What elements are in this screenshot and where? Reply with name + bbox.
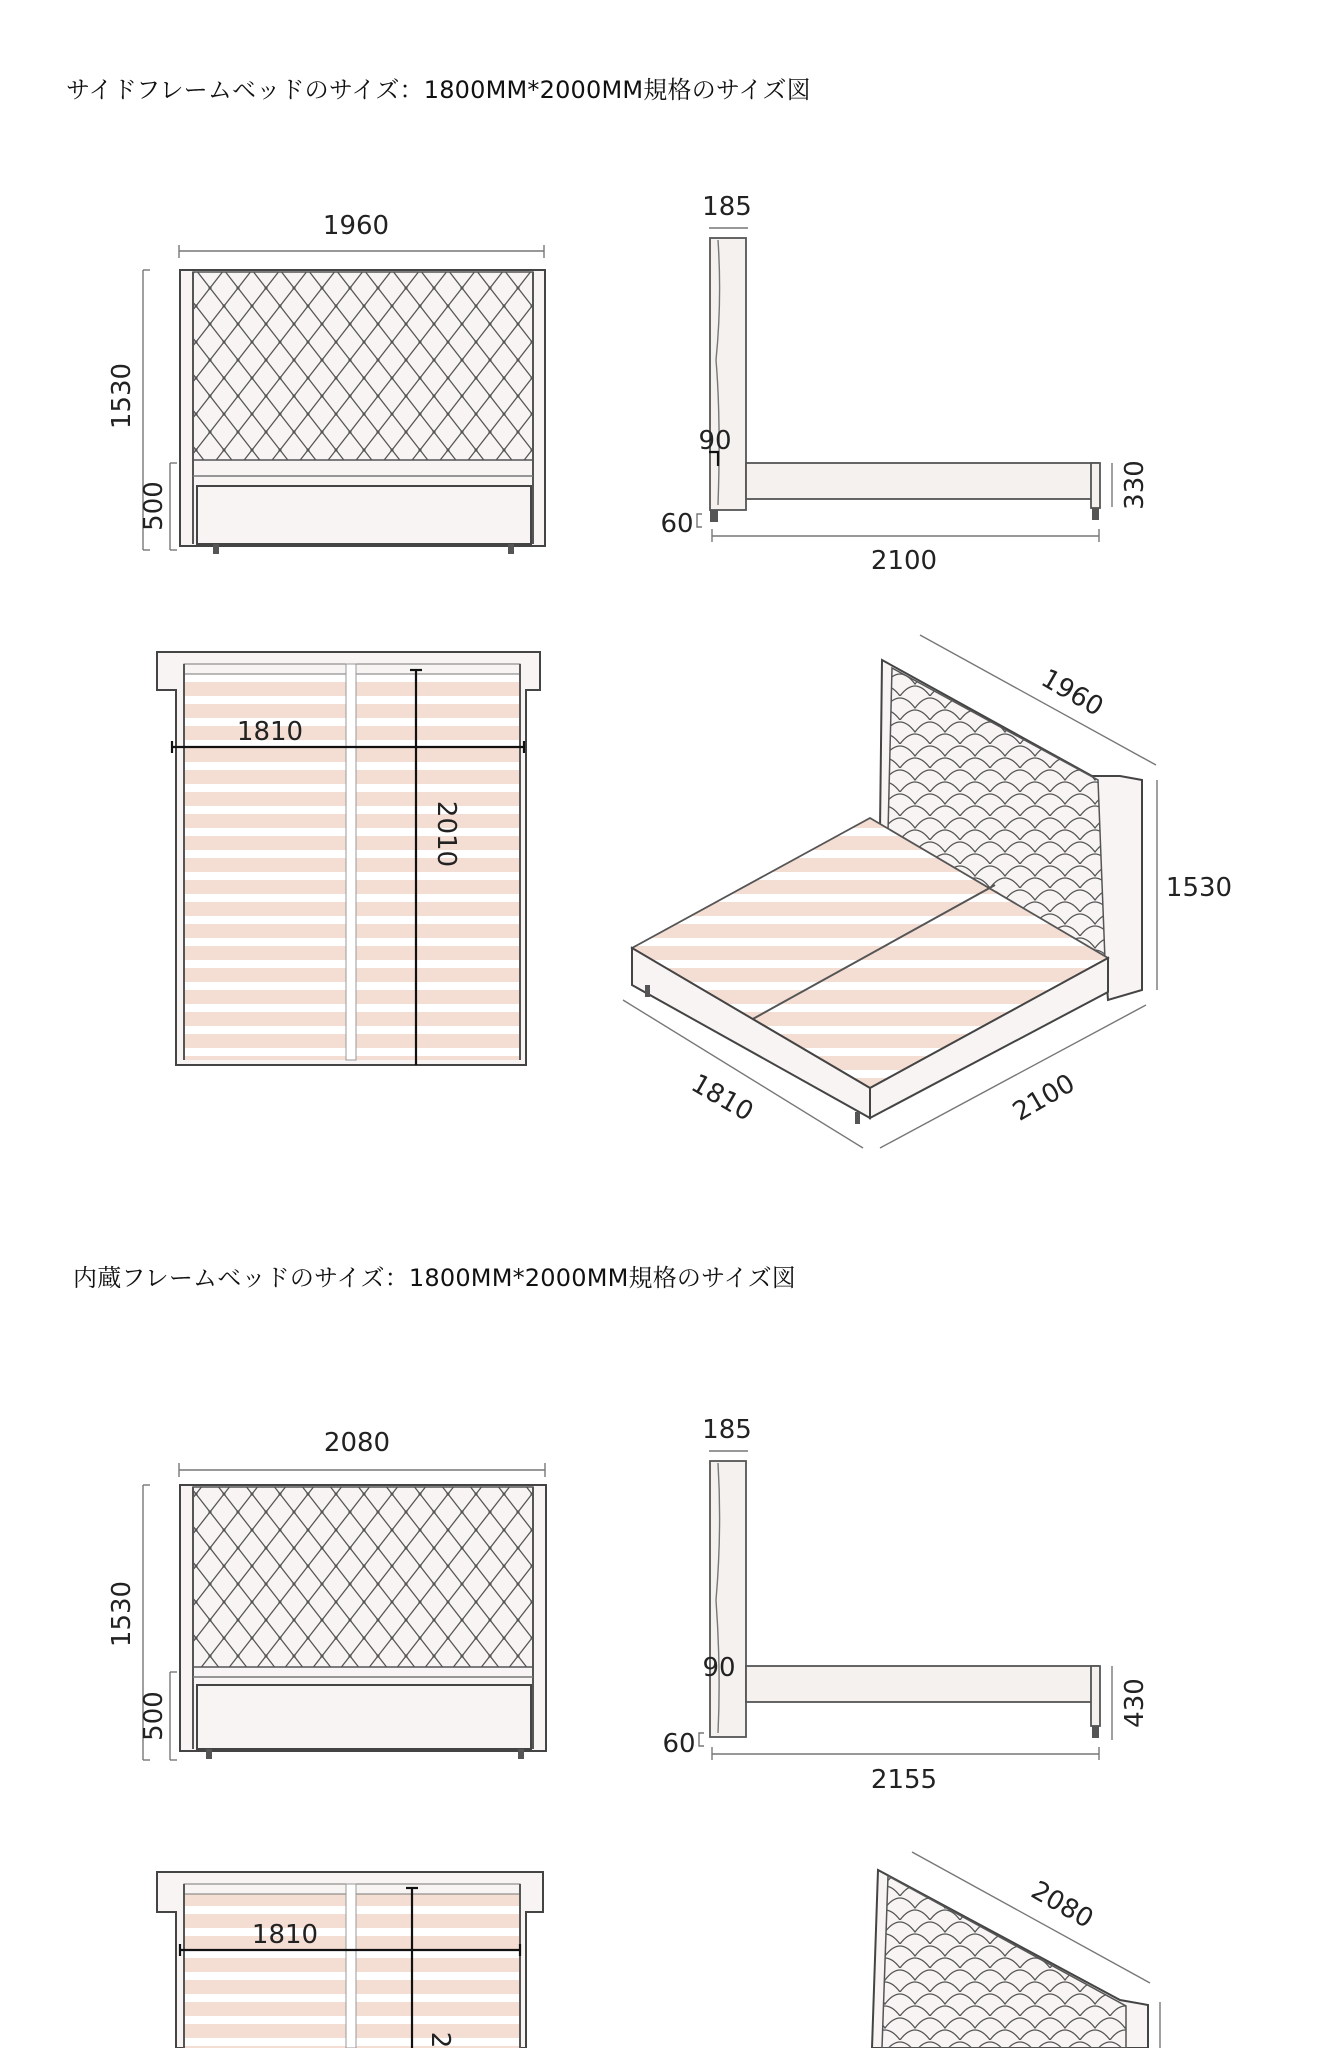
s2-side-length-label: 2155 — [870, 1765, 938, 1795]
s1-side-view — [660, 192, 1150, 576]
s2-front-base-label: 500 — [139, 1691, 169, 1741]
s2-side-view — [662, 1415, 1150, 1795]
s1-side-depth-label: 185 — [702, 192, 752, 222]
s2-side-leg-label: 60 — [662, 1729, 696, 1759]
s1-front-height-label: 1530 — [107, 362, 137, 430]
section2-title: 内蔵フレームベッドのサイズ：1800MM*2000MM規格のサイズ図 — [73, 1264, 796, 1292]
s2-side-depth-label: 185 — [702, 1415, 752, 1445]
s2-side-rail-label: 430 — [1120, 1678, 1150, 1728]
s1-top-width-label: 1810 — [236, 717, 304, 747]
s2-front-height-label: 1530 — [107, 1580, 137, 1648]
section1-title: サイドフレームベッドのサイズ：1800MM*2000MM規格のサイズ図 — [66, 76, 811, 104]
s1-iso-side-label: 1810 — [685, 1068, 759, 1128]
s1-side-leg-label: 60 — [660, 509, 694, 539]
s1-side-length-label: 2100 — [870, 546, 938, 576]
s2-isometric-view — [872, 1852, 1160, 2048]
s2-top-length-label: 2 — [425, 2031, 455, 2048]
s2-front-view — [107, 1428, 546, 1760]
s1-isometric-view — [623, 635, 1232, 1148]
s2-iso-width-label: 2080 — [1025, 1875, 1099, 1935]
s1-front-width-label: 1960 — [322, 211, 390, 241]
s1-top-view — [157, 652, 540, 1065]
s1-top-length-label: 2010 — [431, 800, 461, 868]
s1-side-offset-label: 90 — [698, 426, 732, 456]
s1-front-view — [107, 211, 545, 554]
s1-iso-length-label: 2100 — [1007, 1068, 1081, 1128]
s2-front-width-label: 2080 — [323, 1428, 391, 1458]
s1-iso-height-label: 1530 — [1165, 873, 1233, 903]
s1-iso-width-label: 1960 — [1035, 663, 1109, 723]
s1-front-base-label: 500 — [139, 481, 169, 531]
s2-top-width-label: 1810 — [251, 1920, 319, 1950]
s1-side-rail-label: 330 — [1120, 460, 1150, 510]
s2-side-offset-label: 90 — [702, 1653, 736, 1683]
s2-top-view — [157, 1872, 543, 2048]
